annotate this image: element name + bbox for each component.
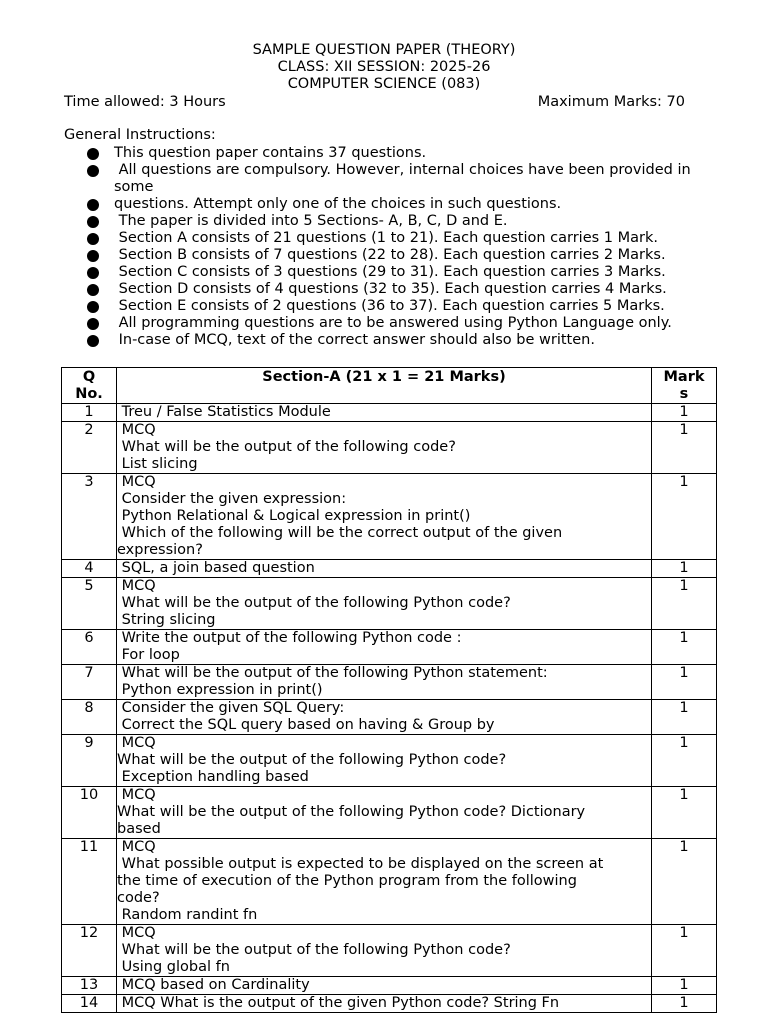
table-row xyxy=(62,560,717,578)
question-line: Consider the given SQL Query: xyxy=(117,700,345,716)
subject-title: COMPUTER SCIENCE (083) xyxy=(287,76,481,92)
instruction-text: All programming questions are to be answered using Python Language only. xyxy=(114,315,672,331)
instruction-text: The paper is divided into 5 Sections- A, B, C, D and E. xyxy=(114,213,508,229)
bullet-icon xyxy=(87,267,99,279)
bullet-icon xyxy=(87,216,99,228)
instruction-item xyxy=(87,298,727,315)
question-line: What possible output is expected to be displayed on the screen at xyxy=(117,856,604,872)
question-content xyxy=(117,422,652,474)
question-marks: 1 xyxy=(652,700,717,735)
table-row xyxy=(62,839,717,925)
question-marks: 1 xyxy=(652,560,717,578)
question-number: 4 xyxy=(62,560,117,578)
question-marks: 1 xyxy=(652,839,717,925)
question-content xyxy=(117,578,652,630)
section-a-table xyxy=(61,367,717,1013)
paper-header xyxy=(0,42,768,93)
table-row xyxy=(62,578,717,630)
question-number: 13 xyxy=(62,977,117,995)
question-marks: 1 xyxy=(652,787,717,839)
instruction-item xyxy=(87,332,727,349)
class-session: CLASS: XII SESSION: 2025-26 xyxy=(277,59,491,75)
question-number: 1 xyxy=(62,404,117,422)
instruction-item xyxy=(87,213,727,230)
maximum-marks: Maximum Marks: 70 xyxy=(537,94,685,110)
question-line: Exception handling based xyxy=(117,769,309,785)
question-line: Treu / False Statistics Module xyxy=(117,404,331,420)
question-line: What will be the output of the following Python code? xyxy=(117,595,511,611)
question-content xyxy=(117,700,652,735)
question-line: MCQ xyxy=(117,787,156,803)
question-line: expression? xyxy=(117,542,203,558)
table-row xyxy=(62,925,717,977)
question-number: 3 xyxy=(62,474,117,560)
instruction-text: All questions are compulsory. However, internal choices have been provided in some xyxy=(114,162,696,195)
table-row xyxy=(62,977,717,995)
question-content xyxy=(117,735,652,787)
question-number: 6 xyxy=(62,630,117,665)
question-line: MCQ xyxy=(117,474,156,490)
table-row xyxy=(62,630,717,665)
question-line: based xyxy=(117,821,161,837)
table-row xyxy=(62,474,717,560)
marks-header: Mark s xyxy=(652,368,717,404)
bullet-icon xyxy=(87,335,99,347)
instruction-item xyxy=(87,264,727,281)
bullet-icon xyxy=(87,284,99,296)
question-line: Correct the SQL query based on having & Group by xyxy=(117,717,495,733)
bullet-icon xyxy=(87,165,99,177)
table-row xyxy=(62,735,717,787)
table-row xyxy=(62,665,717,700)
question-line: MCQ What is the output of the given Python code? String Fn xyxy=(117,995,560,1011)
instruction-text: Section E consists of 2 questions (36 to 37). Each question carries 5 Marks. xyxy=(114,298,665,314)
question-number: 5 xyxy=(62,578,117,630)
question-marks: 1 xyxy=(652,404,717,422)
time-allowed: Time allowed: 3 Hours xyxy=(64,94,226,110)
question-marks: 1 xyxy=(652,995,717,1013)
question-content xyxy=(117,787,652,839)
instruction-text: questions. Attempt only one of the choices in such questions. xyxy=(114,196,562,212)
question-line: MCQ xyxy=(117,422,156,438)
instruction-text: Section A consists of 21 questions (1 to 21). Each question carries 1 Mark. xyxy=(114,230,658,246)
question-line: What will be the output of the following code? xyxy=(117,439,456,455)
question-content xyxy=(117,404,652,422)
instruction-text: Section C consists of 3 questions (29 to 31). Each question carries 3 Marks. xyxy=(114,264,666,280)
question-line: What will be the output of the following Python code? xyxy=(117,942,511,958)
section-header: Section-A (21 x 1 = 21 Marks) xyxy=(117,368,652,404)
question-content xyxy=(117,977,652,995)
bullet-icon xyxy=(87,301,99,313)
question-line: Which of the following will be the correct output of the given xyxy=(117,525,563,541)
question-number: 2 xyxy=(62,422,117,474)
question-line: MCQ based on Cardinality xyxy=(117,977,310,993)
question-marks: 1 xyxy=(652,735,717,787)
instruction-item xyxy=(87,247,727,264)
question-content xyxy=(117,925,652,977)
question-line: MCQ xyxy=(117,839,156,855)
table-row xyxy=(62,700,717,735)
paper-title: SAMPLE QUESTION PAPER (THEORY) xyxy=(252,42,516,58)
question-line: String slicing xyxy=(117,612,216,628)
question-content xyxy=(117,630,652,665)
paper-meta xyxy=(64,94,685,111)
question-number: 8 xyxy=(62,700,117,735)
table-header-row xyxy=(62,368,717,404)
general-instructions-title: General Instructions: xyxy=(64,127,216,143)
bullet-icon xyxy=(87,318,99,330)
question-marks: 1 xyxy=(652,422,717,474)
table-row xyxy=(62,787,717,839)
question-marks: 1 xyxy=(652,925,717,977)
question-line: List slicing xyxy=(117,456,198,472)
bullet-icon xyxy=(87,148,99,160)
question-line: Python expression in print() xyxy=(117,682,323,698)
table-row xyxy=(62,422,717,474)
instruction-text: This question paper contains 37 questions. xyxy=(114,145,427,161)
question-line: What will be the output of the following Python statement: xyxy=(117,665,548,681)
bullet-icon xyxy=(87,250,99,262)
question-line: Python Relational & Logical expression in print() xyxy=(117,508,471,524)
question-number: 7 xyxy=(62,665,117,700)
instruction-item xyxy=(87,281,727,298)
question-content xyxy=(117,839,652,925)
question-line: SQL, a join based question xyxy=(117,560,315,576)
question-line: Random randint fn xyxy=(117,907,258,923)
question-marks: 1 xyxy=(652,977,717,995)
instruction-item xyxy=(87,196,727,213)
bullet-icon xyxy=(87,233,99,245)
question-number: 11 xyxy=(62,839,117,925)
question-line: the time of execution of the Python program from the following xyxy=(117,873,577,889)
question-line: MCQ xyxy=(117,925,156,941)
instruction-item xyxy=(87,315,727,332)
question-marks: 1 xyxy=(652,630,717,665)
instruction-item xyxy=(87,230,727,247)
question-line: Using global fn xyxy=(117,959,230,975)
bullet-icon xyxy=(87,199,99,211)
general-instructions-list xyxy=(87,145,727,349)
instruction-text: Section B consists of 7 questions (22 to 28). Each question carries 2 Marks. xyxy=(114,247,666,263)
table-row xyxy=(62,404,717,422)
question-content xyxy=(117,474,652,560)
question-content xyxy=(117,560,652,578)
question-content xyxy=(117,995,652,1013)
question-content xyxy=(117,665,652,700)
question-line: For loop xyxy=(117,647,180,663)
question-number: 10 xyxy=(62,787,117,839)
question-line: What will be the output of the following Python code? Dictionary xyxy=(117,804,586,820)
instruction-text: Section D consists of 4 questions (32 to 35). Each question carries 4 Marks. xyxy=(114,281,667,297)
question-marks: 1 xyxy=(652,665,717,700)
question-line: What will be the output of the following Python code? xyxy=(117,752,507,768)
question-line: Write the output of the following Python code : xyxy=(117,630,462,646)
instruction-text: In-case of MCQ, text of the correct answer should also be written. xyxy=(114,332,595,348)
question-line: MCQ xyxy=(117,735,156,751)
table-row xyxy=(62,995,717,1013)
question-number: 9 xyxy=(62,735,117,787)
question-number: 12 xyxy=(62,925,117,977)
question-marks: 1 xyxy=(652,578,717,630)
question-line: MCQ xyxy=(117,578,156,594)
question-number: 14 xyxy=(62,995,117,1013)
instruction-item xyxy=(87,162,727,196)
question-line: Consider the given expression: xyxy=(117,491,347,507)
question-line: code? xyxy=(117,890,160,906)
qno-header: Q No. xyxy=(62,368,117,404)
instruction-item xyxy=(87,145,727,162)
question-marks: 1 xyxy=(652,474,717,560)
